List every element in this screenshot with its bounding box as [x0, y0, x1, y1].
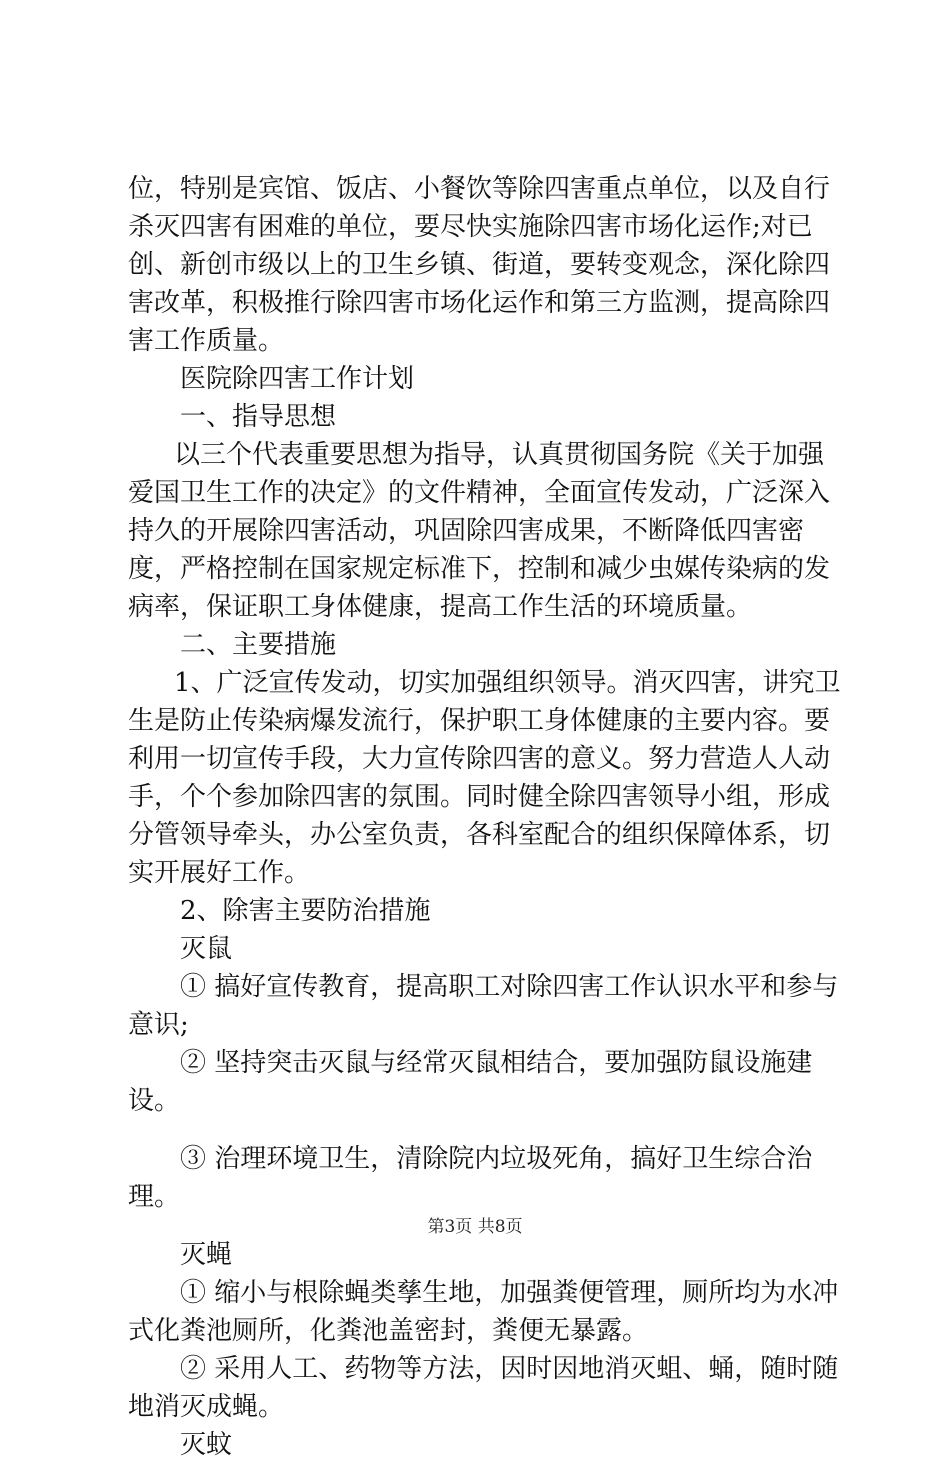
paragraph-measure-1: 1、广泛宣传发动，切实加强组织领导。消灭四害，讲究卫生是防止传染病爆发流行，保护职工身体健康的主要内容。要利用一切宣传手段，大力宣传除四害的意义。努力营造人人动手，个个参加除四害的氛围。同时健全除四害领导小组，形成分管领导牵头，办公室负责，各科室配合的组织保障体系，切实开展好工作。 — [128, 668, 841, 888]
section-heading-guiding-ideology: 一、指导思想 — [180, 402, 337, 432]
page-footer: 第3页 共8页 — [427, 1217, 523, 1237]
paragraph-continuation: 位，特别是宾馆、饭店、小餐饮等除四害重点单位，以及自行杀灭四害有困难的单位，要尽快实施除四害市场化运作;对已创、新创市级以上的卫生乡镇、街道，要转变观念，深化除四害改革，积极推行除四害市场化运作和第三方监测，提高除四害工作质量。 — [128, 174, 831, 356]
list-item-rat-2: ② 坚持突击灭鼠与经常灭鼠相结合，要加强防鼠设施建设。 — [128, 1048, 813, 1116]
section-heading-main-measures: 二、主要措施 — [180, 630, 337, 660]
list-item-rat-1: ① 搞好宣传教育，提高职工对除四害工作认识水平和参与意识; — [128, 972, 839, 1040]
subheading-mosquito-control: 灭蚊 — [180, 1430, 233, 1460]
subheading-measure-2: 2、除害主要防治措施 — [180, 896, 431, 926]
subheading-rat-control: 灭鼠 — [180, 934, 233, 964]
list-item-rat-3: ③ 治理环境卫生，清除院内垃圾死角，搞好卫生综合治理。 — [128, 1144, 813, 1212]
document-heading: 医院除四害工作计划 — [180, 364, 415, 394]
list-item-fly-2: ② 采用人工、药物等方法，因时因地消灭蛆、蛹，随时随地消灭成蝇。 — [128, 1354, 839, 1422]
document-body — [128, 170, 848, 1464]
paragraph-guiding-ideology: 以三个代表重要思想为指导，认真贯彻国务院《关于加强爱国卫生工作的决定》的文件精神，全面宣传发动，广泛深入持久的开展除四害活动，巩固除四害成果，不断降低四害密度，严格控制在国家规定标准下，控制和减少虫媒传染病的发病率，保证职工身体健康，提高工作生活的环境质量。 — [128, 440, 831, 622]
subheading-fly-control: 灭蝇 — [180, 1240, 233, 1270]
list-item-fly-1: ① 缩小与根除蝇类孳生地，加强粪便管理，厕所均为水冲式化粪池厕所，化粪池盖密封，粪便无暴露。 — [128, 1278, 839, 1346]
